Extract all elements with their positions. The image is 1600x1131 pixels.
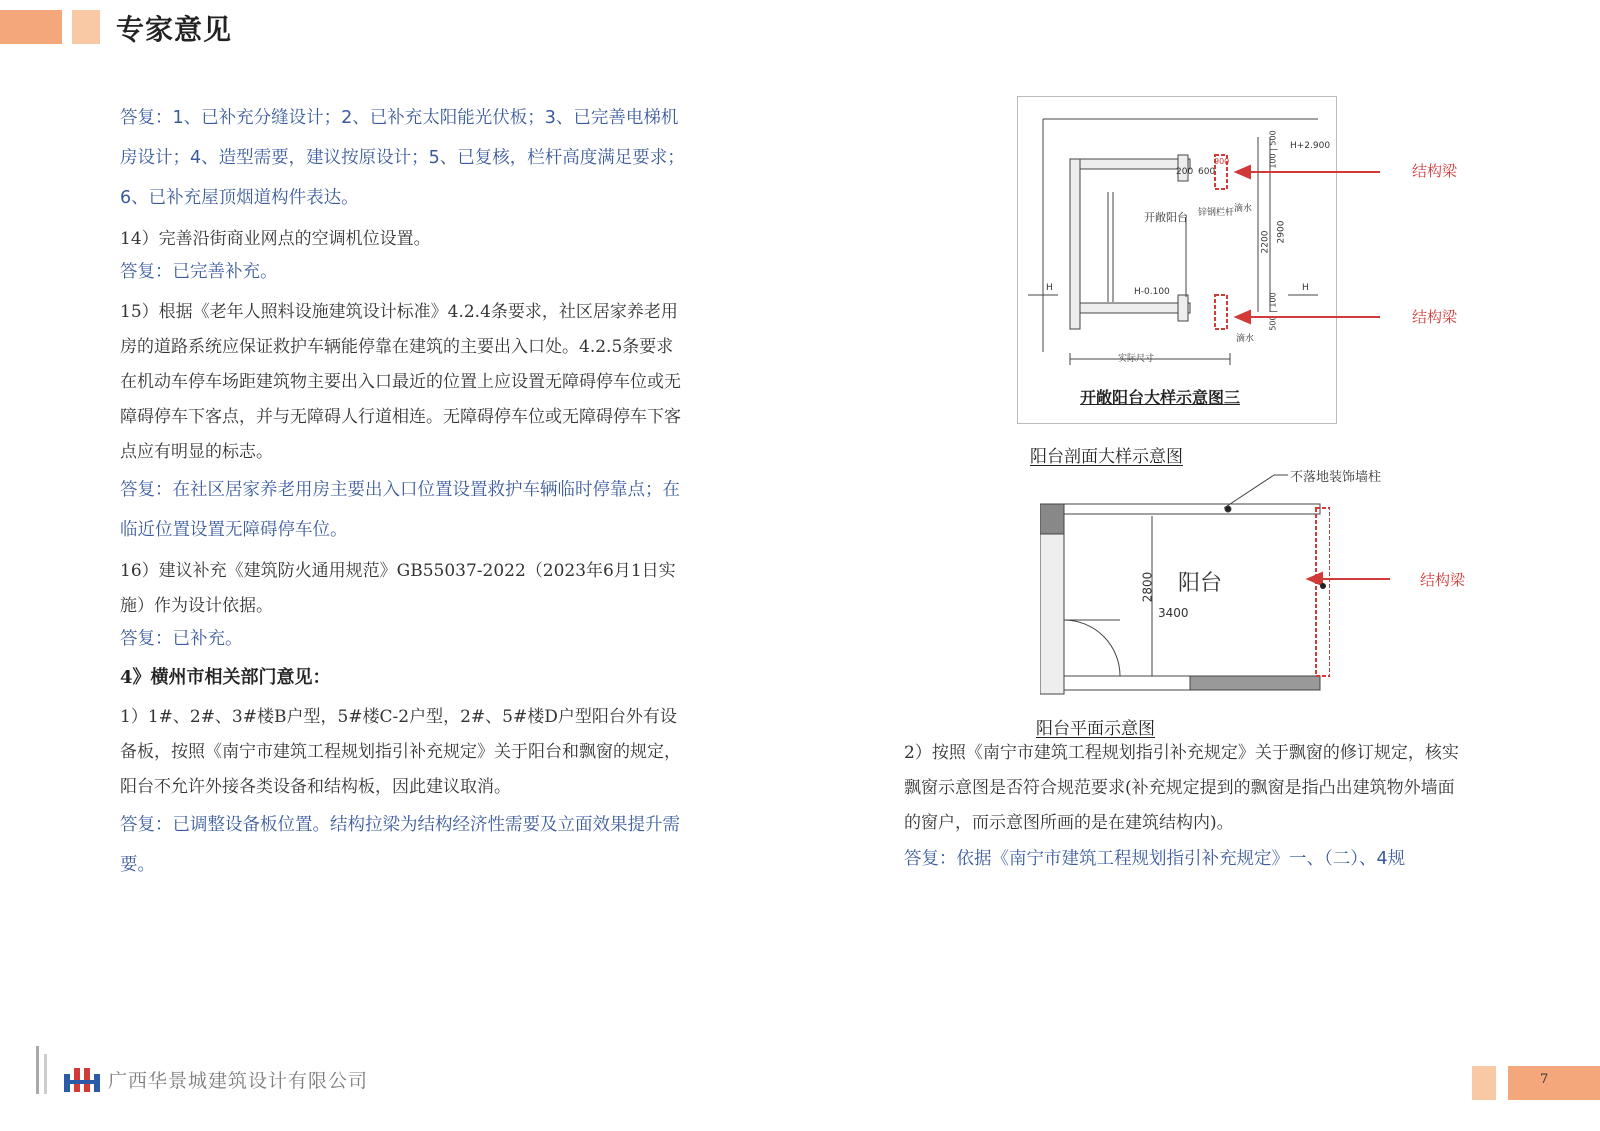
label-rail: 锌钢栏杆 (1198, 208, 1235, 218)
balcony-plan-drawing (1040, 500, 1330, 700)
left-column (120, 98, 690, 889)
answer-15: 答复：在社区居家养老用房主要出入口位置设置救护车辆临时停靠点；在临近位置设置无障碍停车位。 (120, 480, 680, 540)
section-heading-4: 4》横州市相关部门意见： (120, 667, 331, 688)
dim-2900: 2900 (1276, 220, 1287, 244)
answer-1: 答复：已调整设备板位置。结构拉梁为结构经济性需要及立面效果提升需要。 (120, 815, 680, 875)
label-h-minus: H-0.100 (1134, 287, 1170, 297)
answer-13: 答复：1、已补充分缝设计；2、已补充太阳能光伏板；3、已完善电梯机房设计；4、造型需要，建议按原设计；5、已复核，栏杆高度满足要求；6、已补充屋顶烟道构件表达。 (120, 108, 685, 208)
page-title: 专家意见 (116, 13, 233, 46)
label-open-balcony: 开敞阳台 (1144, 211, 1188, 224)
label-actual-size: 实际尺寸 (1118, 354, 1155, 364)
figure2-caption: 阳台平面示意图 (1036, 719, 1155, 739)
label-h-left: H (1046, 283, 1053, 293)
question-15: 15）根据《老年人照料设施建筑设计标准》4.2.4条要求，社区居家养老用房的道路系统应保证救护车辆能停靠在建筑的主要出入口处。4.2.5条要求在机动车停车场距建筑物主要出入口最近的位置上应设置无障碍停车位或无障碍停车下客点，并与无障碍人行道相连。无障碍停车位或无障碍停车下客点应有明显的标志。 (120, 302, 681, 462)
figure1-inner-caption: 开敞阳台大样示意图三 (1080, 388, 1241, 407)
dim-900: 900 (1214, 157, 1230, 166)
dim-h2900: H+2.900 (1290, 141, 1331, 151)
question-14: 14）完善沿街商业网点的空调机位设置。 (120, 229, 431, 249)
dim-100-500: 100 | 500 (1268, 130, 1278, 169)
footer-divider-light (44, 1054, 47, 1094)
dim-width-3400: 3400 (1158, 606, 1189, 620)
question-16: 16）建议补充《建筑防火通用规范》GB55037-2022（2023年6月1日实施）作为设计依据。 (120, 561, 676, 616)
balcony-section-drawing (1018, 97, 1336, 423)
header-accent-bar (0, 10, 62, 44)
footer-divider (36, 1046, 39, 1094)
question-1: 1）1#、2#、3#楼B户型，5#楼C-2户型，2#、5#楼D户型阳台外有设备板，按照《南宁市建筑工程规划指引补充规定》关于阳台和飘窗的规定，阳台不允许外接各类设备和结构板，因此建议取消。 (120, 707, 681, 797)
room-label-balcony: 阳台 (1178, 571, 1223, 596)
page-accent-bar-light (1472, 1066, 1496, 1100)
right-column (904, 736, 1469, 881)
beam-label-top: 结构梁 (1412, 162, 1458, 180)
page-number: 7 (1540, 1072, 1549, 1087)
dim-500-100: 500 | 100 (1268, 292, 1278, 331)
label-drip-bottom: 滴水 (1236, 334, 1255, 344)
header-accent-bar-light (72, 10, 100, 44)
answer-2: 答复：依据《南宁市建筑工程规划指引补充规定》一、（二）、4规 (904, 849, 1406, 869)
beam-label-bottom: 结构梁 (1412, 308, 1458, 326)
answer-14: 答复：已完善补充。 (120, 262, 278, 282)
beam-label-plan: 结构梁 (1420, 571, 1466, 589)
dim-2200: 2200 (1260, 230, 1271, 254)
company-name: 广西华景城建筑设计有限公司 (108, 1070, 369, 1092)
question-2: 2）按照《南宁市建筑工程规划指引补充规定》关于飘窗的修订规定，核实飘窗示意图是否符合规范要求(补充规定提到的飘窗是指凸出建筑物外墙面的窗户，而示意图所画的是在建筑结构内)。 (904, 743, 1459, 833)
answer-16: 答复：已补充。 (120, 629, 243, 649)
dim-600: 600 (1198, 167, 1216, 177)
dim-depth-2800: 2800 (1140, 571, 1155, 603)
balcony-section-figure (1017, 96, 1337, 424)
label-h-right: H (1302, 283, 1309, 293)
page-accent-bar (1508, 1066, 1600, 1100)
figure1-caption: 阳台剖面大样示意图 (1030, 447, 1183, 467)
label-drip-top: 滴水 (1234, 204, 1253, 214)
dim-200: 200 (1176, 167, 1194, 177)
company-logo-icon (64, 1066, 102, 1092)
decorative-column-label: 不落地装饰墙柱 (1290, 470, 1382, 485)
